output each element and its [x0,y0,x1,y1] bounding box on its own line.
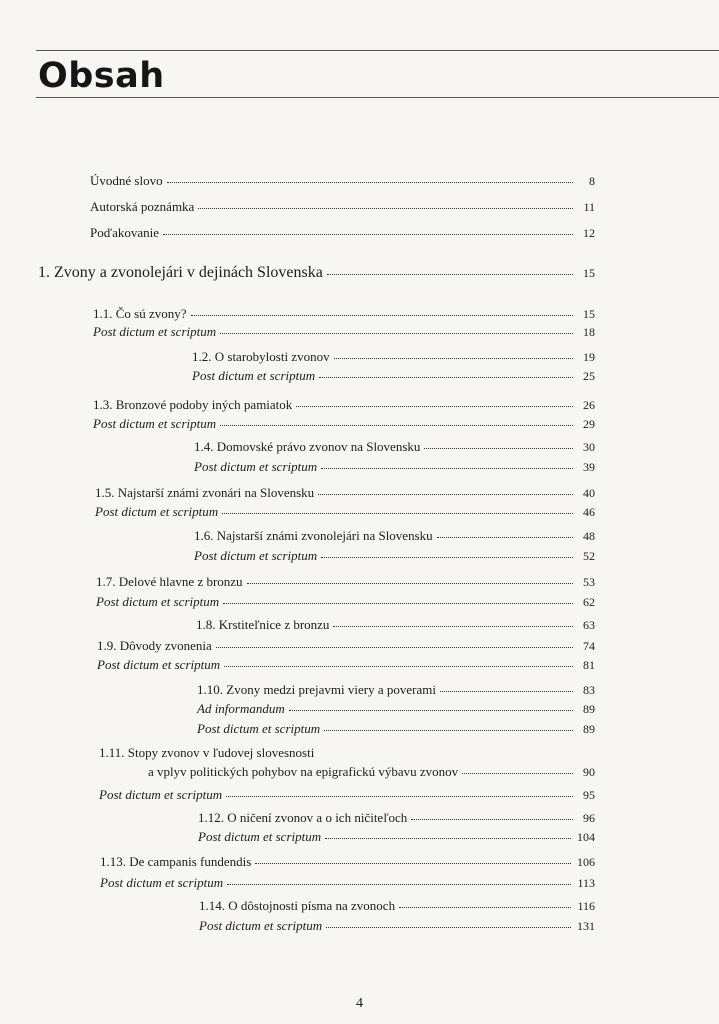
dot-leader [437,537,573,538]
toc-entry-page: 63 [583,618,595,632]
header-top-rule [36,50,719,51]
toc-section-1-8 [196,617,595,633]
toc-entry-label: Post dictum et scriptum [194,459,318,474]
toc-section-1-6 [194,528,595,544]
dot-leader [321,468,573,469]
toc-entry-label: Post dictum et scriptum [199,918,323,933]
toc-chapter-label: 1. Zvony a zvonolejári v dejinách Slovenska [38,264,323,281]
dot-leader [289,710,573,711]
toc-entry-label: 1.4. Domovské právo zvonov na Slovensku [194,439,421,454]
toc-entry-page: 62 [583,595,595,609]
toc-entry-page: 116 [577,899,595,913]
toc-entry-page: 53 [583,575,595,589]
toc-entry-page: 48 [583,529,595,543]
toc-section-1-5 [95,485,595,501]
dot-leader [325,838,571,839]
toc-entry-label: 1.12. O ničení zvonov a o ich ničiteľoch [198,810,408,825]
toc-chapter-page: 15 [583,266,595,280]
toc-entry-label: 1.3. Bronzové podoby iných pamiatok [93,397,293,412]
toc-entry-page: 46 [583,505,595,519]
toc-entry-page: 19 [583,350,595,364]
dot-leader [399,907,571,908]
toc-post-dictum [192,368,595,384]
toc-entry-label: 1.9. Dôvody zvonenia [97,638,212,653]
toc-section-1-9 [97,638,595,654]
dot-leader [224,666,573,667]
toc-entry-label: Post dictum et scriptum [197,721,321,736]
toc-entry-label: Post dictum et scriptum [198,829,322,844]
toc-entry-page: 83 [583,683,595,697]
toc-entry-label: Post dictum et scriptum [93,324,217,339]
toc-entry-page: 90 [583,765,595,779]
toc-entry-page: 52 [583,549,595,563]
dot-leader [226,796,573,797]
toc-post-dictum [93,324,595,340]
dot-leader [321,557,573,558]
page-title: Obsah [38,56,165,96]
toc-post-dictum [97,657,595,673]
toc-entry-label: Úvodné slovo [90,173,163,188]
dot-leader [227,884,571,885]
dot-leader [319,377,573,378]
toc-entry-page: 25 [583,369,595,383]
toc-entry-page: 30 [583,440,595,454]
page-number: 4 [356,996,363,1011]
toc-entry-label: Autorská poznámka [90,199,195,214]
dot-leader [424,448,573,449]
toc-entry-podakovanie [90,225,595,241]
dot-leader [216,647,573,648]
toc-entry-label: 1.13. De campanis fundendis [100,854,252,869]
toc-post-dictum [99,787,595,803]
toc-section-1-3 [93,397,595,413]
toc-entry-page: 29 [583,417,595,431]
toc-entry-page: 81 [583,658,595,672]
dot-leader [333,626,573,627]
toc-entry-label: 1.5. Najstarší známi zvonári na Slovensku [95,485,315,500]
toc-post-dictum [199,918,595,934]
toc-entry-label: 1.14. O dôstojnosti písma na zvonoch [199,898,396,913]
toc-entry-label: 1.10. Zvony medzi prejavmi viery a poverami [197,682,436,697]
dot-leader [440,691,573,692]
dot-leader [326,927,571,928]
dot-leader [223,603,573,604]
toc-entry-page: 95 [583,788,595,802]
toc-section-1-2 [192,349,595,365]
toc-section-1-7 [96,574,595,590]
toc-entry-page: 131 [577,919,595,933]
dot-leader [220,425,573,426]
toc-post-dictum [197,721,595,737]
dot-leader [255,863,571,864]
toc-post-dictum [194,548,595,564]
dot-leader [222,513,573,514]
toc-entry-uvodne-slovo [90,173,595,189]
dot-leader [163,234,573,235]
toc-entry-label: Post dictum et scriptum [192,368,316,383]
toc-entry-page: 39 [583,460,595,474]
dot-leader [198,208,573,209]
toc-post-dictum [96,594,595,610]
toc-entry-label: Ad informandum [197,701,285,716]
toc-post-dictum [95,504,595,520]
toc-entry-label: Post dictum et scriptum [97,657,221,672]
toc-section-1-14 [199,898,595,914]
dot-leader [327,274,573,275]
toc-section-1-13 [100,854,595,870]
toc-section-1-4 [194,439,595,455]
header-bottom-rule [36,97,719,98]
dot-leader [191,315,573,316]
toc-entry-label: 1.1. Čo sú zvony? [93,306,187,321]
toc-ad-informandum [197,701,595,717]
toc-entry-label: 1.7. Delové hlavne z bronzu [96,574,243,589]
toc-entry-page: 104 [577,830,595,844]
toc-entry-page: 74 [583,639,595,653]
toc-entry-label: 1.2. O starobylosti zvonov [192,349,330,364]
toc-post-dictum [194,459,595,475]
toc-section-1-1 [93,306,595,322]
toc-entry-page: 113 [577,876,595,890]
toc-entry-page: 12 [583,226,595,240]
dot-leader [296,406,573,407]
dot-leader [220,333,573,334]
toc-entry-label: 1.6. Najstarší známi zvonolejári na Slovensku [194,528,433,543]
toc-section-1-12 [198,810,595,826]
dot-leader [247,583,573,584]
toc-entry-label: Post dictum et scriptum [95,504,219,519]
toc-entry-page: 96 [583,811,595,825]
toc-entry-label: Post dictum et scriptum [93,416,217,431]
toc-entry-label: Poďakovanie [90,225,160,240]
toc-entry-label: 1.8. Krstiteľnice z bronzu [196,617,330,632]
dot-leader [334,358,573,359]
toc-entry-label: a vplyv politických pohybov na epigrafickú výbavu zvonov [148,764,459,779]
toc-entry-label: Post dictum et scriptum [100,875,224,890]
toc-entry-label: Post dictum et scriptum [194,548,318,563]
toc-section-1-11-line1: 1.11. Stopy zvonov v ľudovej slovesnosti [99,745,315,760]
dot-leader [411,819,573,820]
toc-entry-page: 11 [583,200,595,214]
toc-entry-page: 89 [583,702,595,716]
toc-entry-page: 18 [583,325,595,339]
toc-post-dictum [100,875,595,891]
toc-chapter-1 [38,263,595,283]
toc-entry-label: Post dictum et scriptum [96,594,220,609]
toc-entry-autorska-poznamka [90,199,595,215]
toc-entry-page: 106 [577,855,595,869]
dot-leader [318,494,573,495]
toc-entry-page: 15 [583,307,595,321]
dot-leader [167,182,573,183]
dot-leader [324,730,573,731]
toc-entry-page: 40 [583,486,595,500]
toc-section-1-11 [148,764,595,780]
toc-entry-label: Post dictum et scriptum [99,787,223,802]
toc-entry-page: 8 [589,174,595,188]
toc-section-1-10 [197,682,595,698]
toc-post-dictum [93,416,595,432]
toc-post-dictum [198,829,595,845]
dot-leader [462,773,573,774]
toc-entry-page: 26 [583,398,595,412]
toc-entry-page: 89 [583,722,595,736]
